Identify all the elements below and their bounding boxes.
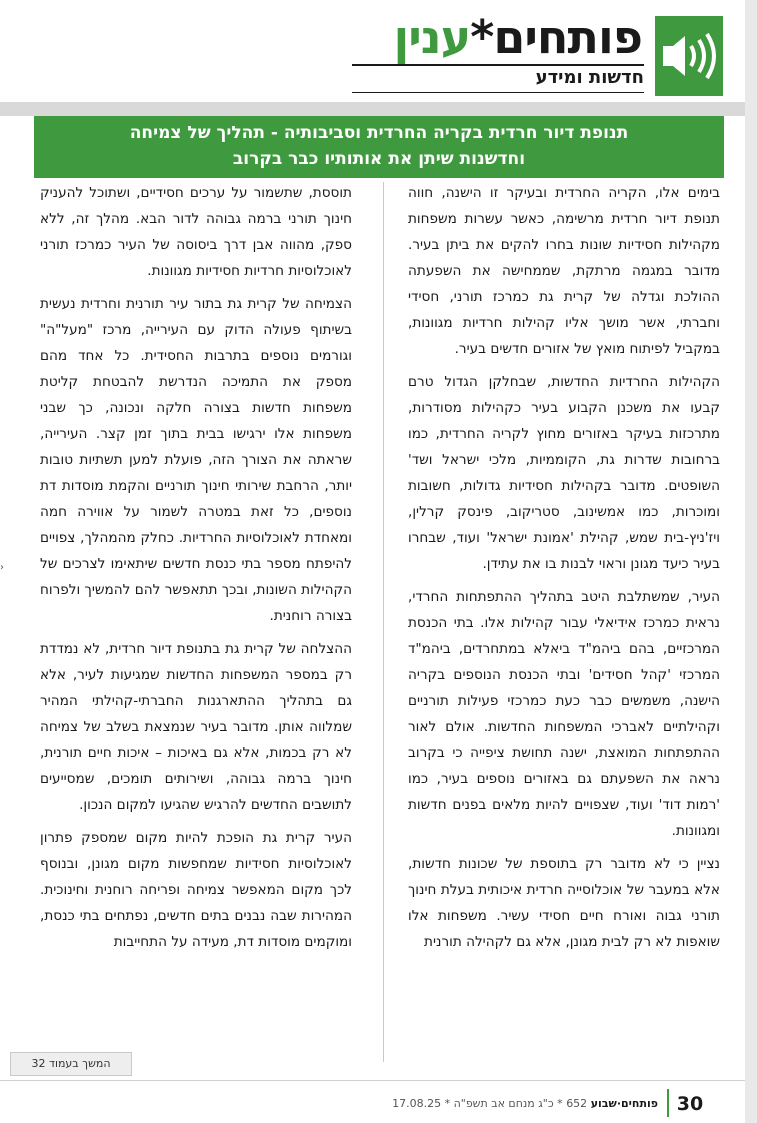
page-number: 30: [676, 1093, 704, 1115]
section-band: [0, 102, 745, 116]
headline-line-2: וחדשנות שיתן את אותותיו כבר בקרוב: [232, 149, 526, 169]
headline-line-1: תנופת דיור חרדית בקריה החרדית וסביבותיה - תהליך של צמיחה: [129, 123, 629, 143]
masthead-title-part2: ענין: [393, 10, 471, 64]
footer-separator: [667, 1089, 669, 1117]
column-divider: [383, 182, 384, 1062]
paragraph: הקהילות החרדיות החדשות, שבחלקן הגדול טרם קבעו את משכנן הקבוע בעיר כקהילות מסודרות, מתרכזות בעיקר באזורים מחוץ לקריה החרדית, כמו ברחובות שדרות גת, הקוממיות, מלכי ישראל ושד' השופטים. מדובר בקהילות חסידיות גדולות, חשובות ומוכרות, כמו אמשינוב, סטריקוב, פינסק קרלין, ויז'ניץ-בית שמש, קהילת 'אמונת ישראל' ועוד, שבחרו בעיר כיעד מגונן וראוי לבנות בו את עתידן.: [408, 374, 720, 572]
page-edge: [745, 0, 757, 1123]
masthead-subtitle: חדשות ומידע: [535, 67, 644, 88]
paragraph: נציין כי לא מדובר רק בתוספת של שכונות חדשות, אלא במעבר של אוכלוסייה חרדית איכותית בעלת חינוך תורני גבוה ואורח חיים חסידי עשיר. משפחות אלו שואפות לא רק לבית מגונן, אלא גם לקהילה תורנית: [408, 856, 720, 950]
footer-rule: [0, 1080, 745, 1081]
continued-note: המשך בעמוד 32: [10, 1052, 132, 1076]
masthead-rule-bottom: [352, 92, 644, 93]
footer-issue: 652 * כ"ג מנחם אב תשפ"ה * 17.08.25: [392, 1097, 588, 1110]
paragraph: העיר קרית גת הופכת להיות מקום שמספק פתרון לאוכלוסיות חסידיות שמחפשות מקום מגונן, ובנוסף לכך מקום המאפשר צמיחה ופריחה רוחנית וחינוכית. המהירות שבה נבנים בתים חדשים, נפתחים בתי כנסת, ומוקמים מוסדות דת, מעידה על התחייבות: [40, 830, 352, 950]
article-column-left: [40, 180, 352, 1060]
paragraph: הצמיחה של קרית גת בתור עיר תורנית וחרדית נעשית בשיתוף פעולה הדוק עם העירייה, מרכז "מעל"ה" וגורמים נוספים בתרבות החסידית. כל אחד מהם מספק את התמיכה הנדרשת להבטחת קליטת משפחות חדשות בצורה חלקה ונכונה, כך שבני משפחות אלו ירגישו בבית בתוך זמן קצר. העירייה, שראתה את הצורך הזה, פועלת למען תשתיות טובות יותר, הרחבת שירותי חינוך תורניים והקמת מוסדות דת נוספים, כל זאת במטרה לשמור על אווירה חמה ומאחדת לאוכלוסיות החרדיות. כחלק מהמהלך, צפויים להיפתח מספר בתי כנסת חדשים שיתאימו לצרכים של הקהילות השונות, ובכך תתאפשר להם להמשיך ולפרוח בצורה רוחנית.: [40, 296, 352, 624]
headline-bar: [34, 116, 724, 178]
footer-info: [340, 1094, 658, 1114]
article-column-right: [408, 180, 720, 1060]
margin-mark: ›: [0, 562, 4, 573]
headline: [44, 120, 714, 174]
masthead-title: [352, 8, 642, 68]
paragraph: בימים אלו, הקריה החרדית ובעיקר זו הישנה, חווה תנופת דיור חרדית מרשימה, כאשר עשרות משפחות מקהילות חסידיות שונות בחרו להקים את ביתן בעיר. מדובר במגמה מרתקת, שממחישה את השפעתה ההולכת וגדלה של קרית גת כמרכז תורני, חסידי וחברתי, אשר מושך אליו קהילות חרדיות מגוונות, במקביל לפיתוח מואץ של אזורים חדשים בעיר.: [408, 185, 720, 357]
paragraph: העיר, שמשתלבת היטב בתהליך ההתפתחות החרדי, נראית כמרכז אידיאלי עבור קהילות אלו. בתי הכנסת המרכזיים, בהם ביהמ"ד ביאלא במתחרדים, ביהמ"ד המרכזי 'קהל חסידים' ובתי הכנסת הנוספים בקריה הישנה, משמשים כבר כעת כמרכזי פעילות תורניים וקהילתיים לאברכי המשפחות החדשות. אולם לאור ההתפתחות המואצת, ישנה תחושת ציפייה כי בקרוב נראה את השפעתם גם באזורים נוספים בעיר, כמו 'רמות דוד' ועוד, שצפויים להיות מלאים בפנים חדשות ומגוונות.: [408, 589, 720, 839]
masthead-star: *: [470, 10, 494, 64]
masthead-title-part1: פותחים: [493, 10, 642, 64]
paragraph: ההצלחה של קרית גת בתנופת דיור חרדית, לא נמדדת רק במספר המשפחות החדשות שמגיעות לעיר, אלא גם בתהליך ההתארגנות החברתי-קהילתי המהיר שמלווה אותן. מדובר בעיר שנמצאת בשלב של צמיחה לא רק בכמות, אלא גם באיכות – איכות חיים תורנית, חינוך ברמה גבוהה, ושירותים תומכים, שמסייעים לתושבים החדשים להרגיש שהגיעו למקום הנכון.: [40, 641, 352, 813]
footer-brand: פותחים·שבוע: [590, 1097, 658, 1110]
paragraph: תוססת, שתשמור על ערכים חסידיים, ושתוכל להעניק חינוך תורני ברמה גבוהה לדור הבא. מהלך זה, ללא ספק, מהווה אבן דרך ביסוסה של העיר כמרכז תורני לאוכלוסיות חרדיות חסידיות מגוונות.: [40, 185, 352, 279]
speaker-icon: [655, 16, 723, 96]
